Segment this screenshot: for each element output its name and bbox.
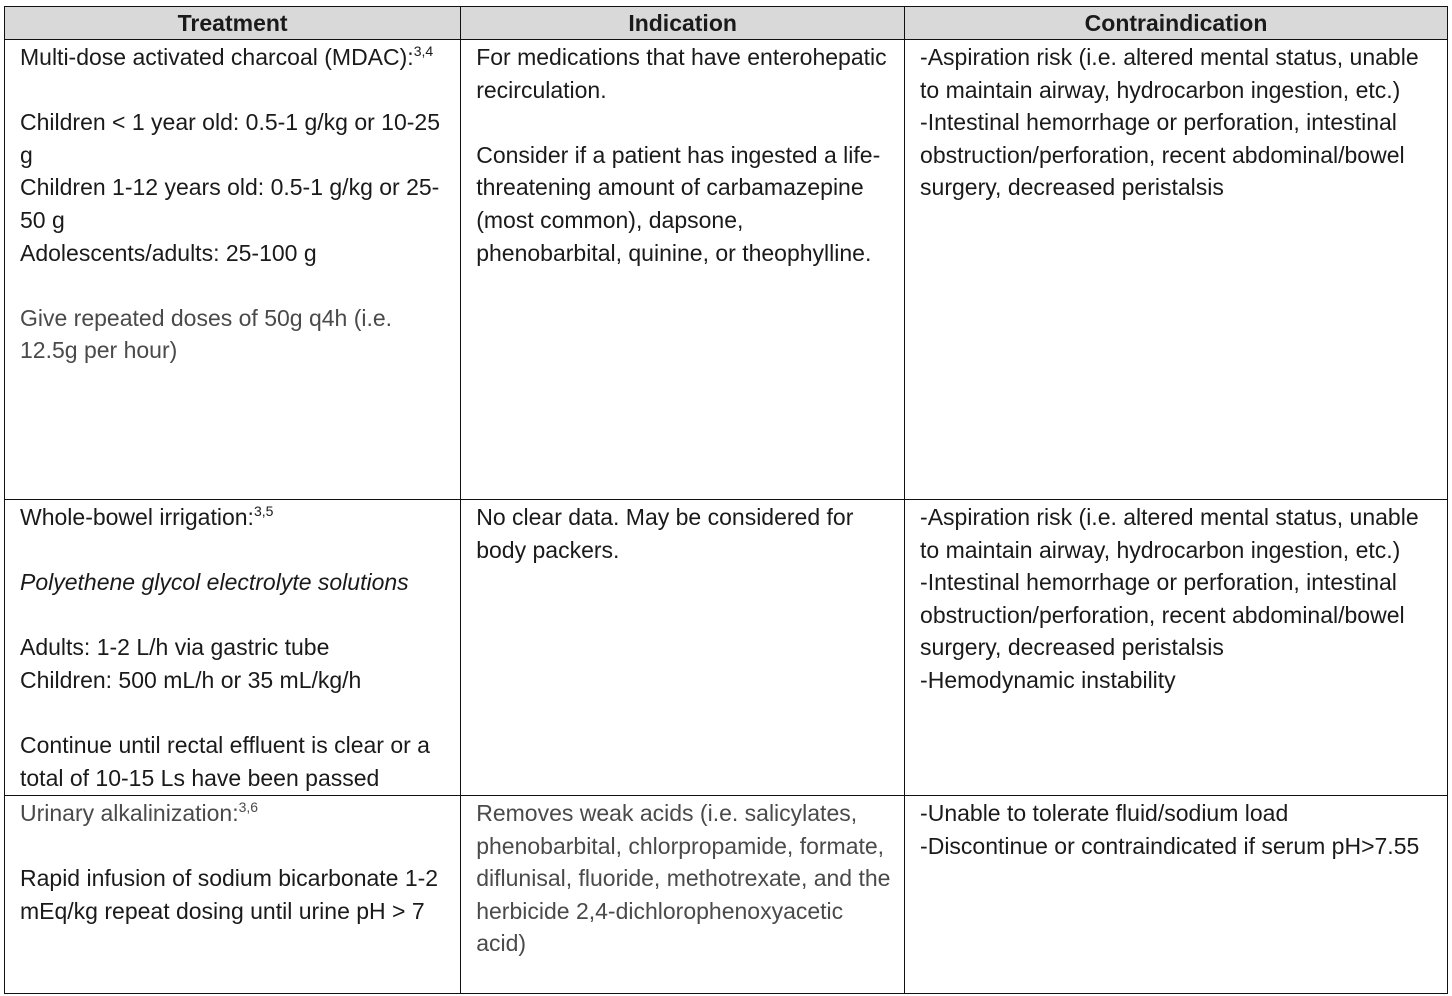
indication-cell (461, 40, 905, 500)
treatment-agent: Polyethene glycol electrolyte solutions (20, 569, 409, 596)
indication-text: For medications that have enterohepatic recirculation. (476, 44, 887, 103)
table-row (5, 796, 1448, 994)
treatment-title: Urinary alkalinization:$^{3,6}$ (20, 799, 259, 826)
reference-superscript: 3,4 (413, 43, 434, 59)
contraindication-text: -Aspiration risk (i.e. altered mental status, unable to maintain airway, hydrocarbon ingestion, etc.) -Intestinal hemorrhage or perforation, intestinal obstruction/perforation, recent abdominal/bowel surgery, decreased peristalsis (920, 44, 1419, 201)
contraindication-cell (905, 796, 1448, 994)
indication-text: No clear data. May be considered for body packers. (476, 504, 854, 563)
contraindication-cell (905, 40, 1448, 500)
reference-superscript: 3,5 (253, 503, 274, 519)
treatment-title: Multi-dose activated charcoal (MDAC):$^{3,4}$ (20, 43, 434, 70)
reference-superscript: 3,6 (238, 799, 259, 815)
indication-text: Consider if a patient has ingested a life-threatening amount of carbamazepine (most common), dapsone, phenobarbital, quinine, or theophylline. (476, 141, 881, 266)
header-indication: Indication (461, 7, 905, 40)
indication-cell (461, 796, 905, 994)
header-row (5, 7, 1448, 40)
table-row (5, 40, 1448, 500)
indication-text: Removes weak acids (i.e. salicylates, phenobarbital, chlorpropamide, formate, diflunisal, fluoride, methotrexate, and the herbicide 2,4-dichlorophenoxyacetic acid) (476, 800, 891, 957)
table-row (5, 500, 1448, 796)
treatment-cell (5, 40, 461, 500)
treatment-note: Continue until rectal effluent is clear or a total of 10-15 Ls have been passed (20, 732, 430, 791)
treatment-note: Give repeated doses of 50g q4h (i.e. 12.5g per hour) (20, 304, 393, 364)
treatment-note: Rapid infusion of sodium bicarbonate 1-2 mEq/kg repeat dosing until urine pH > 7 (20, 865, 439, 924)
header-contraindication: Contraindication (905, 7, 1448, 40)
indication-cell (461, 500, 905, 796)
treatment-cell (5, 796, 461, 994)
treatment-table (4, 6, 1448, 994)
contraindication-cell (905, 500, 1448, 796)
treatment-dosing: Adults: 1-2 L/h via gastric tube Children: 500 mL/h or 35 mL/kg/h (20, 634, 362, 693)
header-treatment: Treatment (5, 7, 461, 40)
treatment-cell (5, 500, 461, 796)
treatment-dosing: Children < 1 year old: 0.5-1 g/kg or 10-25 g Children 1-12 years old: 0.5-1 g/kg or 25-50 g Adolescents/adults: 25-100 g (20, 109, 440, 266)
treatment-title: Whole-bowel irrigation:$^{3,5}$ (20, 503, 274, 530)
contraindication-text: -Aspiration risk (i.e. altered mental status, unable to maintain airway, hydrocarbon ingestion, etc.) -Intestinal hemorrhage or perforation, intestinal obstruction/perforation, recent abdominal/bowel surgery, decreased peristalsis -Hemodynamic instability (920, 504, 1419, 693)
contraindication-text: -Unable to tolerate fluid/sodium load -Discontinue or contraindicated if serum pH>7.55 (920, 800, 1420, 859)
